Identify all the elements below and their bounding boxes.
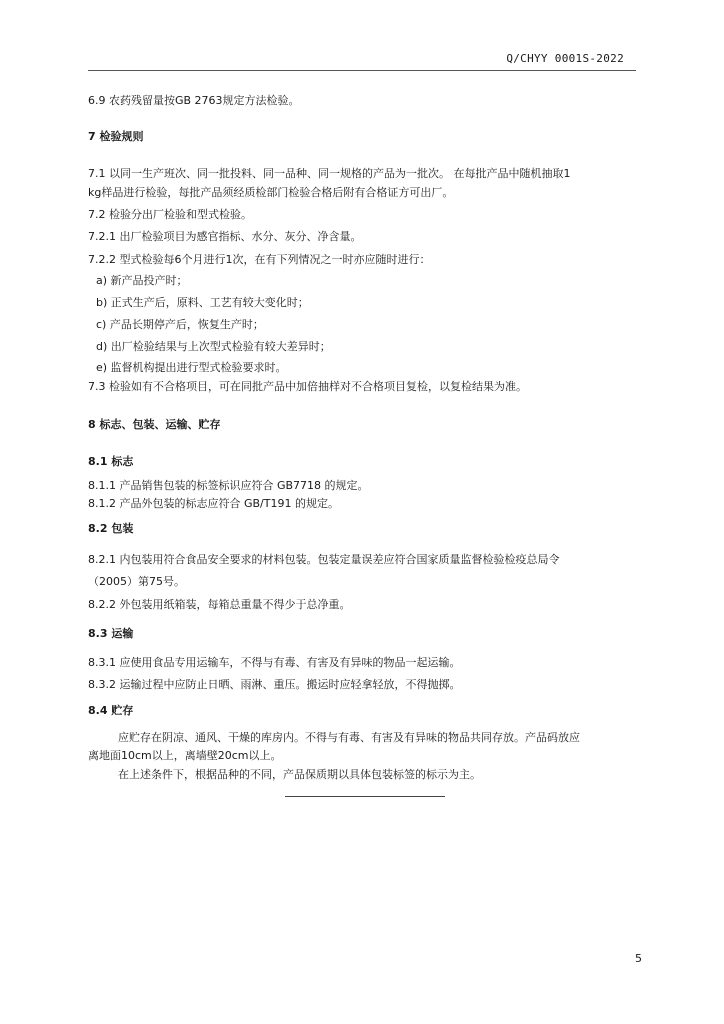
clause-8-3-1: 8.3.1 应使用食品专用运输车，不得与有毒、有害及有异味的物品一起运输。 xyxy=(88,656,461,669)
clause-6-9: 6.9 农药残留量按GB 2763规定方法检验。 xyxy=(88,94,300,107)
section-8-1-heading: 8.1 标志 xyxy=(88,455,134,468)
list-item-b: b) 正式生产后，原料、工艺有较大变化时； xyxy=(96,296,309,309)
section-8-2-heading: 8.2 包装 xyxy=(88,522,134,535)
list-item-c: c) 产品长期停产后，恢复生产时； xyxy=(96,318,264,331)
page-number: 5 xyxy=(635,952,642,965)
shelf-life-paragraph: 在上述条件下，根据品种的不同，产品保质期以具体包装标签的标示为主。 xyxy=(118,768,481,781)
section-7-heading: 7 检验规则 xyxy=(88,130,144,143)
section-8-3-heading: 8.3 运输 xyxy=(88,627,134,640)
clause-8-2-2: 8.2.2 外包装用纸箱装，每箱总重量不得少于总净重。 xyxy=(88,598,351,611)
list-item-e: e) 监督机构提出进行型式检验要求时。 xyxy=(96,361,287,374)
clause-7-2-1: 7.2.1 出厂检验项目为感官指标、水分、灰分、净含量。 xyxy=(88,230,362,243)
clause-7-3: 7.3 检验如有不合格项目，可在同批产品中加倍抽样对不合格项目复检，以复检结果为准。 xyxy=(88,380,527,393)
clause-7-2-2: 7.2.2 型式检验每6个月进行1次，在有下列情况之一时亦应随时进行： xyxy=(88,253,431,266)
clause-7-1: 7.1 以同一生产班次、同一批投料、同一品种、同一规格的产品为一批次。 在每批产品中随机抽取1 xyxy=(88,167,571,180)
clause-8-3-2: 8.3.2 运输过程中应防止日晒、雨淋、重压。搬运时应轻拿轻放，不得抛掷。 xyxy=(88,678,461,691)
clause-8-2-1: 8.2.1 内包装用符合食品安全要求的材料包装。包装定量误差应符合国家质量监督检验检疫总局令 xyxy=(88,553,560,566)
clause-8-2-1-cont: （2005）第75号。 xyxy=(88,575,185,588)
storage-paragraph: 应贮存在阴凉、通风、干燥的库房内。不得与有毒、有害及有异味的物品共同存放。产品码放应 xyxy=(118,731,580,744)
clause-7-2: 7.2 检验分出厂检验和型式检验。 xyxy=(88,208,252,221)
list-item-d: d) 出厂检验结果与上次型式检验有较大差异时； xyxy=(96,340,331,353)
section-8-heading: 8 标志、包装、运输、贮存 xyxy=(88,418,221,431)
list-item-a: a) 新产品投产时； xyxy=(96,274,188,287)
storage-paragraph-cont: 离地面10cm以上，离墙壁20cm以上。 xyxy=(88,749,282,762)
header-rule xyxy=(88,70,636,71)
section-8-4-heading: 8.4 贮存 xyxy=(88,704,134,717)
clause-8-1-2: 8.1.2 产品外包装的标志应符合 GB/T191 的规定。 xyxy=(88,497,339,510)
clause-7-1-cont: kg样品进行检验，每批产品须经质检部门检验合格后附有合格证方可出厂。 xyxy=(88,186,454,199)
document-code-header: Q/CHYY 0001S-2022 xyxy=(506,52,624,65)
end-of-text-rule xyxy=(285,796,445,797)
clause-8-1-1: 8.1.1 产品销售包装的标签标识应符合 GB7718 的规定。 xyxy=(88,479,369,492)
